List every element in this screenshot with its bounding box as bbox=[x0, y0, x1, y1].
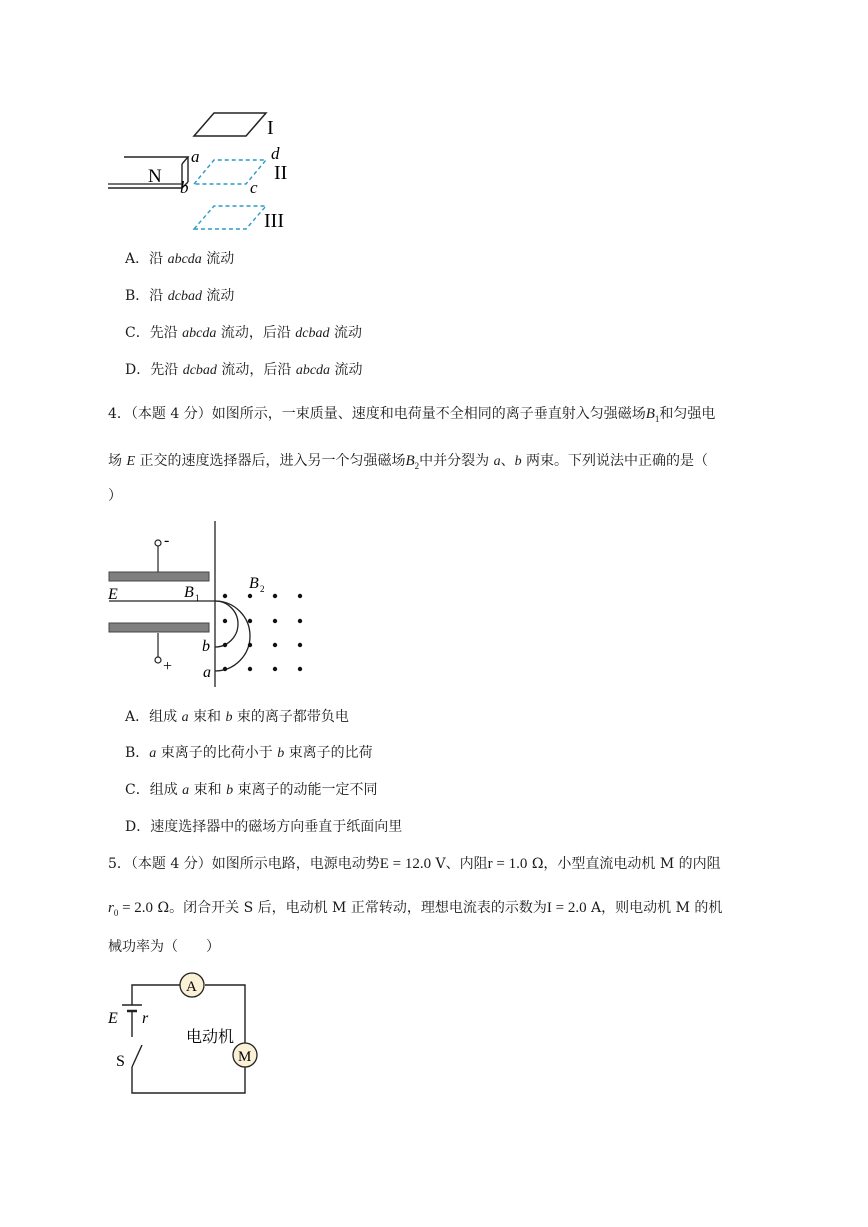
field-label-b2: B bbox=[249, 575, 259, 592]
beam-label-b: b bbox=[202, 638, 210, 655]
q4-stem-line-2: 场 E 正交的速度选择器后，进入另一个匀强磁场$B_2$中并分裂为 a、b 两束。下列说法中正确的是（ bbox=[108, 453, 709, 471]
magnetic-field-dots bbox=[223, 594, 302, 671]
terminal-minus-label: - bbox=[164, 532, 170, 549]
q4-stem-line-3: ） bbox=[108, 488, 122, 504]
field-label-b1: B bbox=[184, 584, 194, 601]
q3-option-d: D．先沿 dcbad 流动，后沿 abcda 流动 bbox=[125, 362, 363, 378]
corner-label-d: d bbox=[271, 144, 280, 163]
switch-label: S bbox=[116, 1053, 125, 1070]
ammeter-label: A bbox=[186, 979, 197, 995]
q4-option-c: C．组成 a 束和 b 束离子的动能一定不同 bbox=[125, 782, 378, 798]
beam-label-a: a bbox=[203, 664, 211, 681]
position-label-3: III bbox=[264, 210, 284, 232]
q5-stem-line-2: $r_0 = 2.0$ Ω。闭合开关 S 后，电动机 M 正常转动，理想电流表的示数为I = 2.0 A，则电动机 M 的机 bbox=[108, 900, 723, 918]
lower-plate bbox=[109, 623, 209, 632]
emf-label: E bbox=[108, 1010, 118, 1027]
q5-stem-line-1: 5．（本题 4 分）如图所示电路，电源电动势E = 12.0 V、内阻r = 1.0 Ω，小型直流电动机 M 的内阻 bbox=[108, 856, 721, 872]
corner-label-b: b bbox=[180, 178, 189, 197]
q4-option-a: A．组成 a 束和 b 束的离子都带负电 bbox=[125, 709, 349, 725]
position-label-1: I bbox=[267, 117, 274, 139]
field-label-b1-sub: 1 bbox=[195, 593, 200, 603]
motor-label: 电动机 bbox=[186, 1029, 235, 1046]
coil-position-1 bbox=[194, 113, 266, 136]
q4-stem-line-1: 4．（本题 4 分）如图所示，一束质量、速度和电荷量不全相同的离子垂直射入匀强磁场$B_1$和匀强电 bbox=[108, 406, 716, 424]
position-label-2: II bbox=[274, 162, 288, 184]
magnet-pole-label: N bbox=[148, 166, 162, 187]
terminal-plus-label: + bbox=[163, 658, 173, 675]
q3-option-c: C．先沿 abcda 流动，后沿 dcbad 流动 bbox=[125, 325, 362, 341]
field-label-e: E bbox=[108, 586, 118, 603]
corner-label-a: a bbox=[191, 147, 200, 166]
q5-stem-line-3: 械功率为（ ） bbox=[108, 939, 220, 955]
upper-plate bbox=[109, 572, 209, 581]
q4-option-b: B．a 束离子的比荷小于 b 束离子的比荷 bbox=[125, 745, 373, 761]
figure-circuit bbox=[100, 965, 270, 1105]
motor-symbol-label: M bbox=[238, 1049, 252, 1065]
q3-option-a: A．沿 abcda 流动 bbox=[125, 251, 235, 267]
q3-option-b: B．沿 dcbad 流动 bbox=[125, 288, 235, 304]
q4-option-d: D．速度选择器中的磁场方向垂直于纸面向里 bbox=[125, 819, 403, 835]
field-label-b2-sub: 2 bbox=[260, 584, 265, 594]
figure-magnet-coil bbox=[100, 105, 300, 240]
switch-blade bbox=[132, 1045, 142, 1067]
figure-velocity-selector bbox=[100, 515, 320, 690]
internal-resistance-label: r bbox=[142, 1010, 149, 1027]
coil-position-3 bbox=[194, 206, 266, 229]
corner-label-c: c bbox=[250, 178, 258, 197]
